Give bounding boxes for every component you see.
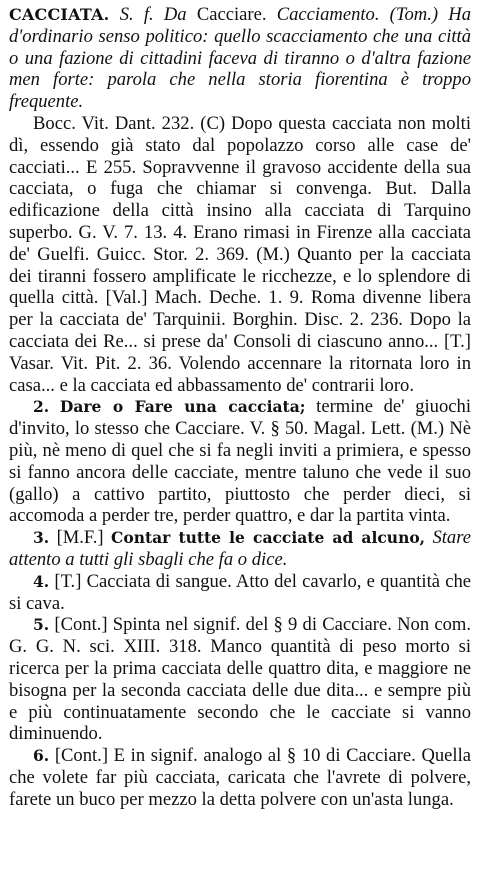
sense-4-tag: [T.]: [54, 570, 82, 592]
sense-5-text: Spinta nel signif. del § 9 di Cacciare. Non com. G. G. N. sci. XIII. 318. Manco quantità di peso morto si ricerca per la prima cacciata delle quattro dita, e maggiore ne bisogna per la seconda cacciata delle due dita... e sempre più e più continuatamente secondo che le cacciate si vanno diminuendo.: [9, 614, 471, 745]
sense-2: [9, 396, 471, 527]
sense-6: [9, 745, 471, 810]
entry-citations: Bocc. Vit. Dant. 232. (C) Dopo questa cacciata non molti dì, essendo già stato dal popolazzo corso alle case de' cacciati... E 255. Sopravvenne il gravoso accidente della sua cacciata, o fuga che chiamar si convenga. But. Dalla edificazione della città insino alla cacciata di Tarquino superbo. G. V. 7. 13. 4. Erano rimasi in Firenze alla cacciata de' Guelfi. Guicc. Stor. 2. 369. (M.) Quanto per la cacciata dei tiranni fossero amplificate le ricchezze, e lo splendore di quella città. [Val.] Mach. Deche. 1. 9. Roma divenne libera per la cacciata de' Tarquinii. Borghin. Disc. 2. 236. Dopo la cacciata dei Re... si prese da' Consoli di ciascuno anno... [T.] Vasar. Vit. Pit. 2. 36. Volendo accennare la ritornata loro in casa... e la cacciata ed abbassamento de' contrarii loro.: [9, 112, 471, 396]
sense-3: [9, 527, 471, 571]
sense-6-text: E in signif. analogo al § 10 di Cacciare. Quella che volete far più cacciata, caricata che l'avrete di polvere, farete un buco per mezzo la detta polvere con un'asta lunga.: [9, 745, 472, 810]
entry-definition: Cacciamento. (Tom.) Ha d'ordinario senso politico: quello scacciamento che una città o una fazione di cittadini faceva di tiranno o d'altra fazione men forte: parola che nella storia fiorentina è troppo frequente.: [9, 4, 472, 113]
sense-2-lemma: Dare o Fare una cacciata;: [59, 397, 306, 417]
sense-3-tag: [M.F.]: [56, 527, 104, 549]
sense-3-text: Stare attento a tutti gli sbagli che fa o dice.: [9, 527, 472, 570]
sense-6-number: 6.: [33, 746, 50, 766]
sense-2-text: termine de' giuochi d'invito, lo stesso che Cacciare. V. § 50. Magal. Lett. (M.) Nè più, nè meno di quel che si fa negli inviti a primiera, e spesso si fanno ancora delle cacciate, mentre taluno che vede il suo (gallo) a cattivo partito, piuttosto che perder dieci, si accomoda a perder tre, perder quattro, e dar la partita vinta.: [9, 396, 471, 527]
headword: CACCIATA.: [9, 5, 110, 24]
sense-5: [9, 614, 471, 745]
sense-6-tag: [Cont.]: [54, 745, 109, 767]
sense-3-number: 3.: [33, 528, 50, 548]
sense-2-number: 2.: [33, 397, 50, 417]
sense-4-number: 4.: [33, 571, 50, 591]
sense-4-text: Cacciata di sangue. Atto del cavarlo, e quantità che si cava.: [9, 570, 471, 614]
entry-grammar: S. f. Da: [119, 4, 187, 25]
entry-ref-cacciare: Cacciare.: [196, 4, 267, 25]
sense-5-tag: [Cont.]: [54, 614, 108, 636]
sense-4: [9, 571, 471, 615]
sense-3-lemma: Contar tutte le cacciate ad alcuno,: [111, 528, 426, 548]
entry-cacciata: [9, 4, 471, 396]
sense-5-number: 5.: [33, 615, 50, 635]
